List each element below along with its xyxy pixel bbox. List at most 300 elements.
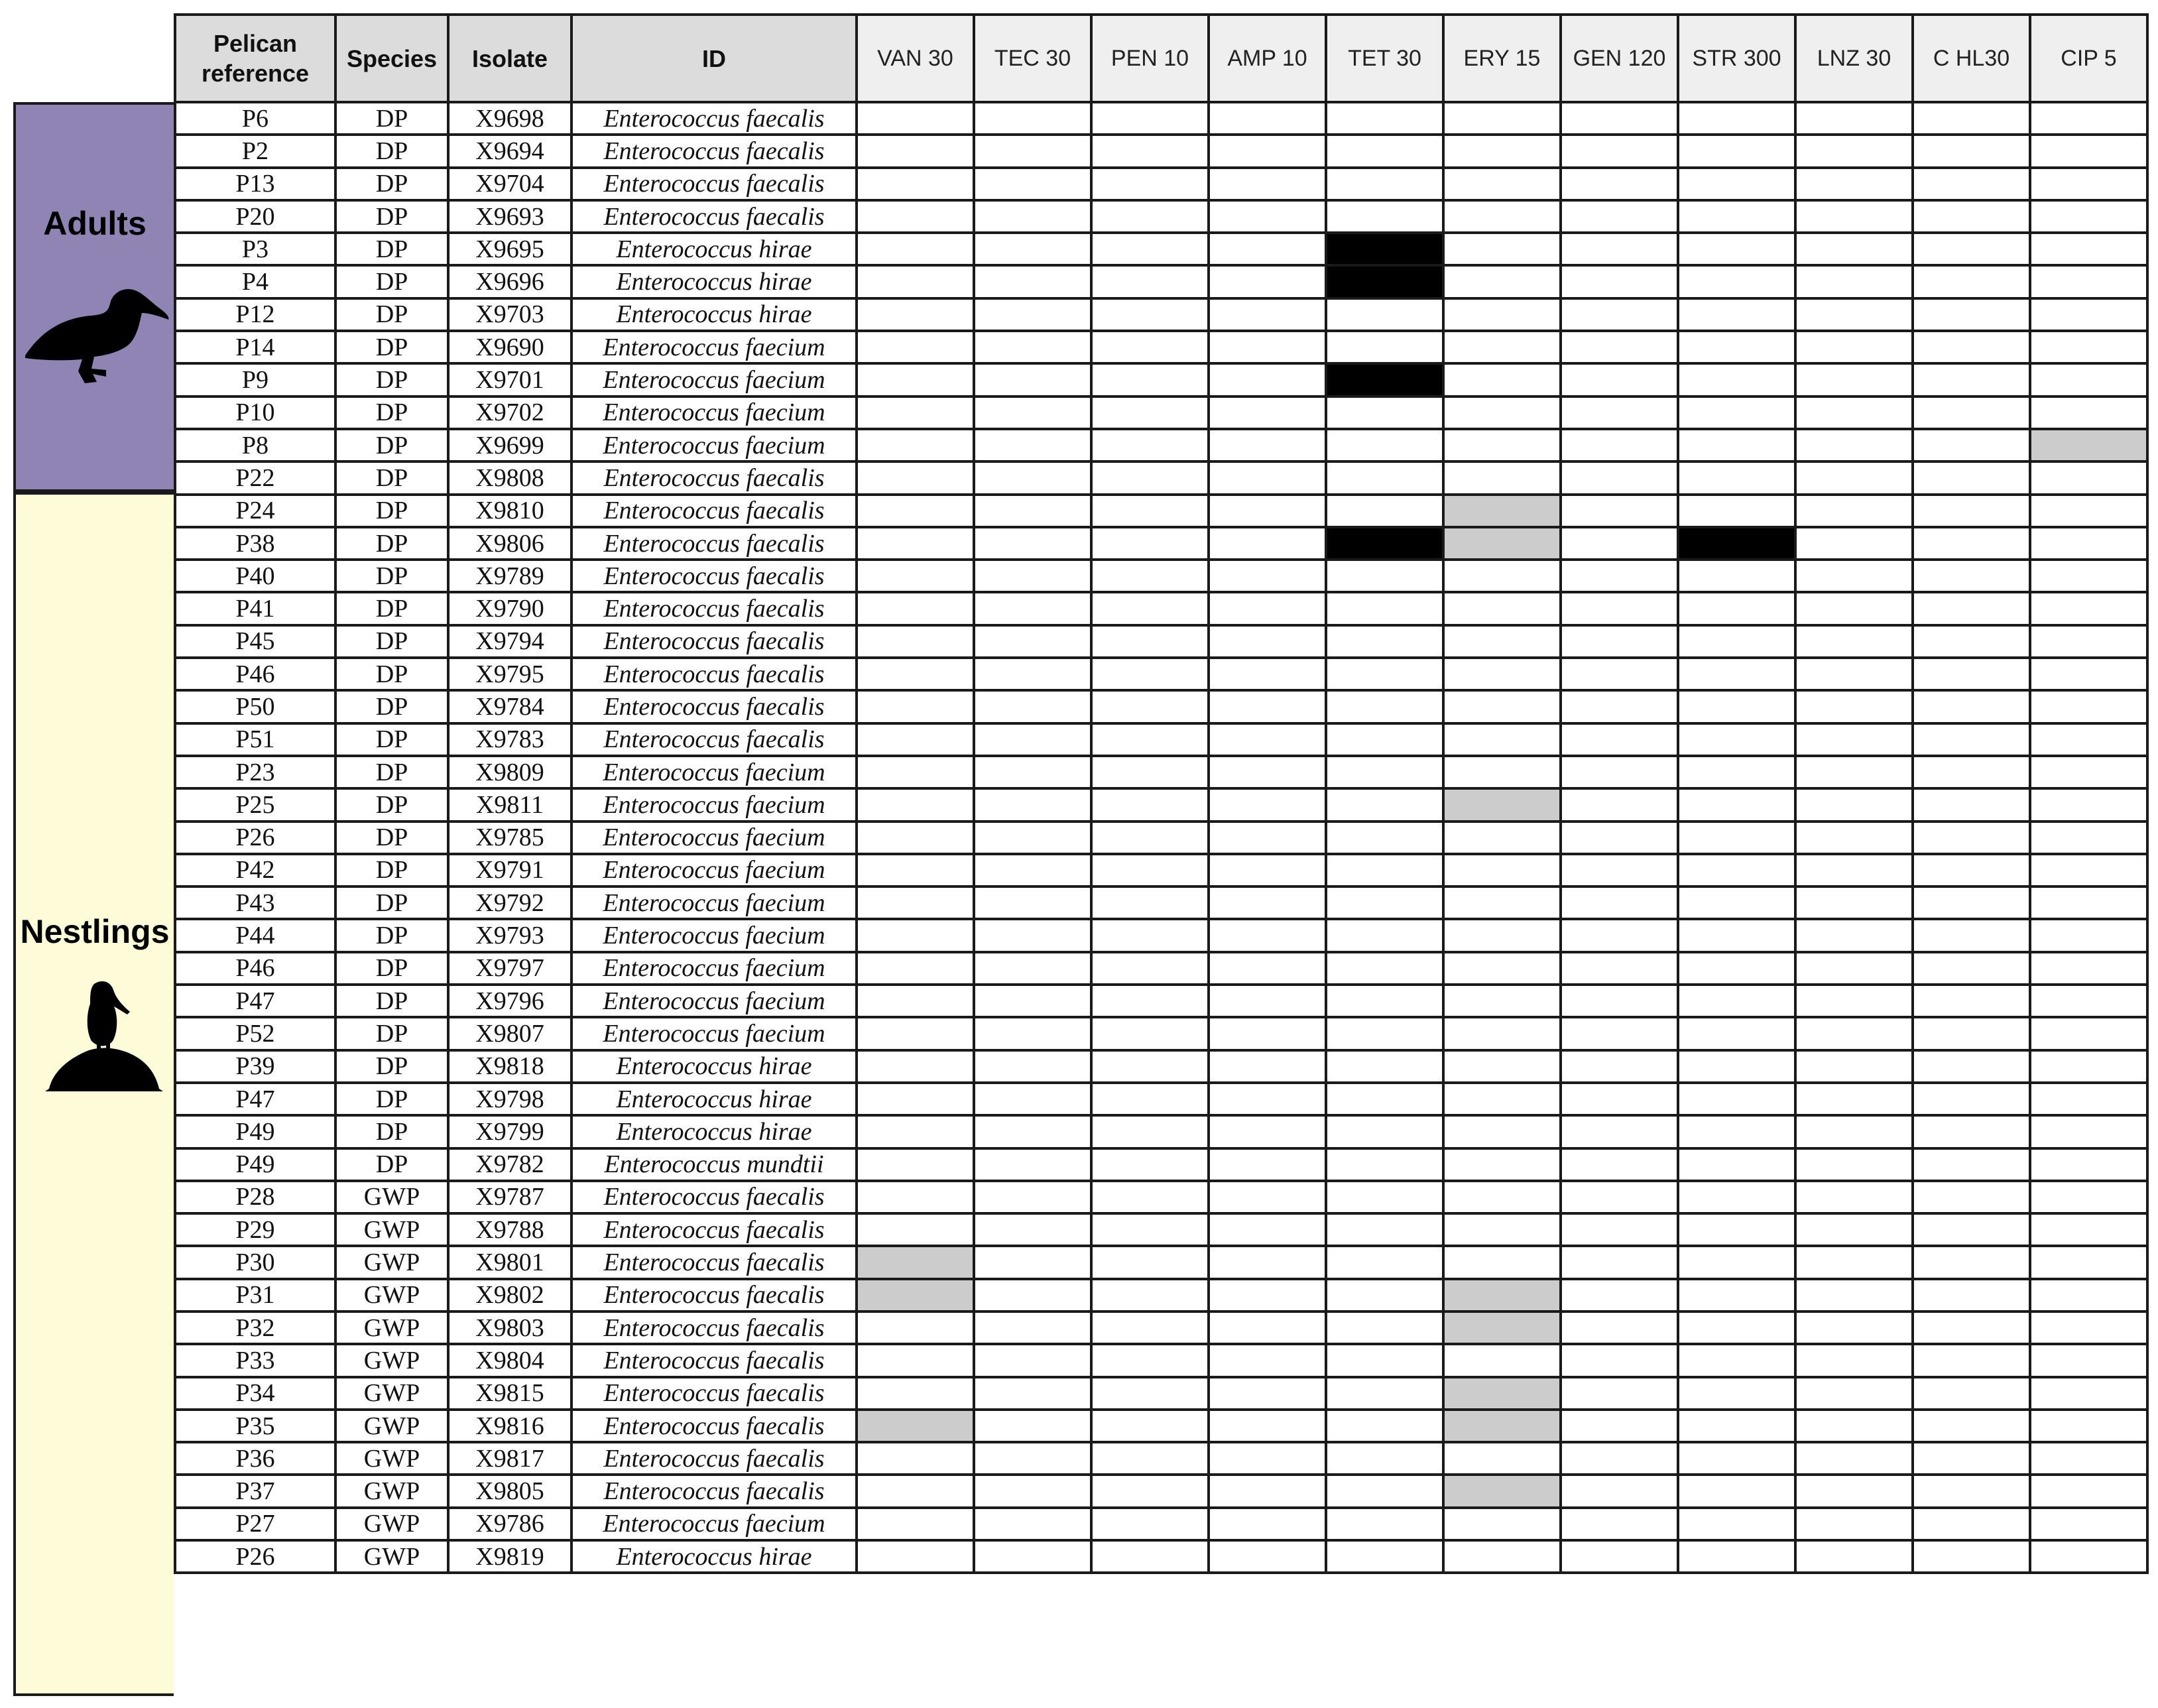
table-row [175,1017,2147,1050]
cell-resistance-tec-30 [974,1050,1091,1083]
cell-resistance-ery-15 [1443,233,1561,265]
cell-id: Enterococcus faecalis [571,1410,857,1442]
cell-resistance-pen-10 [1091,1377,1209,1410]
cell-resistance-ery-15 [1443,560,1561,592]
cell-resistance-ery-15 [1443,1246,1561,1278]
cell-pelican-reference: P6 [175,102,335,135]
cell-resistance-ery-15 [1443,135,1561,167]
cell-resistance-van-30 [857,1017,974,1050]
cell-resistance-gen-120 [1561,822,1678,854]
cell-resistance-cip-5 [2030,788,2147,821]
cell-resistance-c-hl30 [1913,854,2030,886]
cell-resistance-c-hl30 [1913,788,2030,821]
cell-resistance-str-300 [1678,233,1795,265]
table-row [175,1508,2147,1540]
cell-species: DP [335,200,448,233]
cell-pelican-reference: P43 [175,886,335,919]
cell-resistance-ery-15 [1443,756,1561,788]
cell-resistance-van-30 [857,1246,974,1278]
cell-resistance-ery-15 [1443,886,1561,919]
cell-resistance-str-300 [1678,1410,1795,1442]
cell-resistance-tec-30 [974,1475,1091,1507]
cell-resistance-gen-120 [1561,952,1678,985]
cell-resistance-van-30 [857,495,974,527]
cell-resistance-cip-5 [2030,1246,2147,1278]
cell-resistance-gen-120 [1561,625,1678,658]
cell-species: DP [335,690,448,723]
col-header-pelican-reference [175,15,335,102]
col-header-pelican-reference-label: Pelican reference [201,30,310,87]
cell-resistance-c-hl30 [1913,527,2030,560]
cell-resistance-pen-10 [1091,200,1209,233]
cell-resistance-gen-120 [1561,690,1678,723]
cell-resistance-van-30 [857,1377,974,1410]
table-row [175,854,2147,886]
cell-isolate: X9799 [448,1115,571,1148]
cell-resistance-c-hl30 [1913,1213,2030,1246]
table-row [175,265,2147,298]
cell-resistance-amp-10 [1209,919,1326,951]
cell-isolate: X9797 [448,952,571,985]
cell-species: DP [335,396,448,429]
cell-id: Enterococcus hirae [571,298,857,331]
cell-resistance-str-300 [1678,461,1795,494]
cell-resistance-van-30 [857,560,974,592]
table-row [175,625,2147,658]
cell-isolate: X9803 [448,1312,571,1344]
cell-pelican-reference: P28 [175,1181,335,1213]
cell-resistance-lnz-30 [1795,854,1913,886]
cell-resistance-str-300 [1678,1279,1795,1312]
cell-resistance-cip-5 [2030,952,2147,985]
cell-resistance-van-30 [857,822,974,854]
cell-resistance-van-30 [857,1475,974,1507]
table-row [175,1344,2147,1376]
cell-id: Enterococcus faecium [571,396,857,429]
cell-resistance-c-hl30 [1913,625,2030,658]
cell-resistance-van-30 [857,1442,974,1475]
cell-resistance-tec-30 [974,723,1091,756]
cell-species: DP [335,461,448,494]
cell-resistance-ery-15 [1443,331,1561,363]
cell-resistance-van-30 [857,1279,974,1312]
cell-species: DP [335,168,448,200]
cell-species: GWP [335,1181,448,1213]
cell-resistance-cip-5 [2030,1410,2147,1442]
cell-isolate: X9804 [448,1344,571,1376]
cell-id: Enterococcus faecium [571,429,857,461]
cell-resistance-cip-5 [2030,1017,2147,1050]
cell-resistance-van-30 [857,592,974,625]
cell-resistance-tec-30 [974,1508,1091,1540]
cell-resistance-pen-10 [1091,168,1209,200]
table-row [175,1213,2147,1246]
cell-resistance-c-hl30 [1913,592,2030,625]
cell-id: Enterococcus faecium [571,1017,857,1050]
cell-resistance-lnz-30 [1795,168,1913,200]
cell-resistance-c-hl30 [1913,1475,2030,1507]
table-row [175,952,2147,985]
cell-resistance-tet-30 [1326,1115,1443,1148]
cell-resistance-van-30 [857,1312,974,1344]
cell-resistance-ery-15 [1443,952,1561,985]
cell-resistance-lnz-30 [1795,1279,1913,1312]
cell-resistance-van-30 [857,1050,974,1083]
cell-resistance-lnz-30 [1795,396,1913,429]
cell-resistance-gen-120 [1561,1148,1678,1181]
cell-resistance-amp-10 [1209,461,1326,494]
cell-resistance-amp-10 [1209,1442,1326,1475]
cell-resistance-lnz-30 [1795,495,1913,527]
cell-resistance-c-hl30 [1913,723,2030,756]
col-header-antibiotic: TEC 30 [974,15,1091,102]
cell-id: Enterococcus faecalis [571,1377,857,1410]
cell-resistance-tet-30 [1326,298,1443,331]
cell-pelican-reference: P3 [175,233,335,265]
cell-resistance-ery-15 [1443,200,1561,233]
cell-resistance-tet-30 [1326,822,1443,854]
cell-resistance-c-hl30 [1913,1115,2030,1148]
cell-resistance-pen-10 [1091,1475,1209,1507]
cell-resistance-ery-15 [1443,298,1561,331]
cell-resistance-tet-30 [1326,461,1443,494]
cell-pelican-reference: P36 [175,1442,335,1475]
cell-resistance-cip-5 [2030,135,2147,167]
cell-resistance-c-hl30 [1913,919,2030,951]
cell-resistance-pen-10 [1091,1540,1209,1573]
cell-id: Enterococcus faecium [571,886,857,919]
cell-resistance-str-300 [1678,592,1795,625]
cell-pelican-reference: P27 [175,1508,335,1540]
adult-pelican-silhouette-icon [19,277,171,390]
cell-resistance-lnz-30 [1795,363,1913,396]
cell-resistance-cip-5 [2030,1050,2147,1083]
cell-resistance-pen-10 [1091,919,1209,951]
cell-resistance-amp-10 [1209,527,1326,560]
cell-resistance-pen-10 [1091,495,1209,527]
cell-species: DP [335,560,448,592]
header-row [175,15,2147,102]
cell-id: Enterococcus faecalis [571,1181,857,1213]
cell-resistance-lnz-30 [1795,200,1913,233]
cell-resistance-ery-15 [1443,822,1561,854]
cell-resistance-ery-15 [1443,396,1561,429]
cell-isolate: X9795 [448,658,571,690]
cell-species: DP [335,658,448,690]
cell-isolate: X9810 [448,495,571,527]
cell-resistance-amp-10 [1209,495,1326,527]
cell-resistance-pen-10 [1091,1279,1209,1312]
cell-resistance-amp-10 [1209,690,1326,723]
cell-id: Enterococcus faecalis [571,461,857,494]
cell-resistance-gen-120 [1561,1246,1678,1278]
cell-resistance-pen-10 [1091,1148,1209,1181]
cell-species: DP [335,592,448,625]
cell-resistance-gen-120 [1561,1017,1678,1050]
col-header-antibiotic: LNZ 30 [1795,15,1913,102]
col-header-antibiotic: VAN 30 [857,15,974,102]
cell-resistance-amp-10 [1209,429,1326,461]
cell-resistance-pen-10 [1091,1213,1209,1246]
cell-resistance-pen-10 [1091,396,1209,429]
table-row [175,1181,2147,1213]
cell-resistance-van-30 [857,1344,974,1376]
cell-pelican-reference: P10 [175,396,335,429]
cell-resistance-gen-120 [1561,1050,1678,1083]
cell-pelican-reference: P12 [175,298,335,331]
cell-resistance-ery-15 [1443,265,1561,298]
cell-resistance-str-300 [1678,822,1795,854]
cell-resistance-gen-120 [1561,756,1678,788]
cell-resistance-lnz-30 [1795,298,1913,331]
cell-resistance-cip-5 [2030,1279,2147,1312]
cell-resistance-ery-15 [1443,1148,1561,1181]
cell-isolate: X9791 [448,854,571,886]
cell-resistance-gen-120 [1561,135,1678,167]
cell-id: Enterococcus faecium [571,985,857,1017]
cell-pelican-reference: P9 [175,363,335,396]
cell-resistance-pen-10 [1091,985,1209,1017]
cell-pelican-reference: P45 [175,625,335,658]
cell-resistance-cip-5 [2030,985,2147,1017]
cell-resistance-c-hl30 [1913,331,2030,363]
cell-resistance-tet-30 [1326,658,1443,690]
cell-resistance-ery-15 [1443,788,1561,821]
cell-resistance-tec-30 [974,363,1091,396]
cell-id: Enterococcus faecalis [571,658,857,690]
cell-resistance-cip-5 [2030,1148,2147,1181]
cell-resistance-pen-10 [1091,822,1209,854]
cell-resistance-ery-15 [1443,102,1561,135]
cell-resistance-amp-10 [1209,756,1326,788]
cell-resistance-tec-30 [974,396,1091,429]
cell-resistance-gen-120 [1561,429,1678,461]
cell-resistance-lnz-30 [1795,461,1913,494]
cell-resistance-gen-120 [1561,396,1678,429]
cell-pelican-reference: P39 [175,1050,335,1083]
nestling-pelican-on-nest-icon [36,972,168,1098]
cell-resistance-ery-15 [1443,1115,1561,1148]
cell-resistance-ery-15 [1443,658,1561,690]
cell-resistance-ery-15 [1443,1344,1561,1376]
cell-resistance-c-hl30 [1913,1540,2030,1573]
cell-resistance-str-300 [1678,102,1795,135]
cell-isolate: X9801 [448,1246,571,1278]
cell-resistance-pen-10 [1091,331,1209,363]
cell-resistance-tec-30 [974,1083,1091,1115]
cell-resistance-cip-5 [2030,1083,2147,1115]
cell-id: Enterococcus faecalis [571,135,857,167]
cell-id: Enterococcus faecalis [571,495,857,527]
cell-id: Enterococcus hirae [571,1083,857,1115]
cell-resistance-ery-15 [1443,854,1561,886]
cell-resistance-van-30 [857,168,974,200]
cell-resistance-c-hl30 [1913,658,2030,690]
cell-resistance-amp-10 [1209,625,1326,658]
cell-species: GWP [335,1279,448,1312]
cell-resistance-tet-30 [1326,1181,1443,1213]
cell-resistance-tec-30 [974,1017,1091,1050]
cell-resistance-cip-5 [2030,822,2147,854]
table-row [175,560,2147,592]
table-row [175,985,2147,1017]
cell-resistance-amp-10 [1209,200,1326,233]
cell-isolate: X9809 [448,756,571,788]
cell-resistance-tet-30 [1326,625,1443,658]
cell-resistance-tec-30 [974,919,1091,951]
cell-id: Enterococcus faecium [571,952,857,985]
cell-resistance-ery-15 [1443,592,1561,625]
cell-resistance-pen-10 [1091,1083,1209,1115]
cell-resistance-c-hl30 [1913,952,2030,985]
cell-resistance-amp-10 [1209,592,1326,625]
cell-resistance-lnz-30 [1795,1344,1913,1376]
cell-resistance-lnz-30 [1795,886,1913,919]
cell-resistance-cip-5 [2030,756,2147,788]
table-row [175,298,2147,331]
cell-resistance-van-30 [857,952,974,985]
cell-resistance-van-30 [857,233,974,265]
cell-resistance-gen-120 [1561,886,1678,919]
cell-resistance-tet-30 [1326,363,1443,396]
cell-resistance-tet-30 [1326,527,1443,560]
cell-id: Enterococcus faecalis [571,527,857,560]
col-header-antibiotic: C HL30 [1913,15,2030,102]
cell-resistance-amp-10 [1209,788,1326,821]
cell-resistance-tec-30 [974,952,1091,985]
cell-resistance-amp-10 [1209,1181,1326,1213]
cell-resistance-tet-30 [1326,1475,1443,1507]
cell-resistance-ery-15 [1443,527,1561,560]
cell-resistance-cip-5 [2030,102,2147,135]
cell-id: Enterococcus faecalis [571,102,857,135]
cell-resistance-c-hl30 [1913,886,2030,919]
cell-id: Enterococcus faecalis [571,1213,857,1246]
cell-isolate: X9696 [448,265,571,298]
cell-pelican-reference: P30 [175,1246,335,1278]
cell-resistance-tet-30 [1326,168,1443,200]
cell-resistance-cip-5 [2030,560,2147,592]
cell-resistance-c-hl30 [1913,756,2030,788]
cell-resistance-c-hl30 [1913,1181,2030,1213]
cell-resistance-ery-15 [1443,1475,1561,1507]
cell-resistance-cip-5 [2030,592,2147,625]
cell-resistance-c-hl30 [1913,168,2030,200]
cell-pelican-reference: P50 [175,690,335,723]
cell-resistance-lnz-30 [1795,1083,1913,1115]
cell-isolate: X9784 [448,690,571,723]
cell-isolate: X9819 [448,1540,571,1573]
cell-isolate: X9702 [448,396,571,429]
cell-id: Enterococcus faecium [571,756,857,788]
cell-resistance-cip-5 [2030,396,2147,429]
cell-resistance-lnz-30 [1795,1115,1913,1148]
col-header-species: Species [335,15,448,102]
cell-resistance-ery-15 [1443,919,1561,951]
cell-species: DP [335,854,448,886]
cell-resistance-c-hl30 [1913,1279,2030,1312]
cell-resistance-tec-30 [974,200,1091,233]
cell-species: DP [335,1017,448,1050]
group-label-adults: Adults [43,205,147,242]
cell-resistance-tec-30 [974,658,1091,690]
cell-resistance-str-300 [1678,886,1795,919]
cell-species: DP [335,527,448,560]
cell-resistance-str-300 [1678,429,1795,461]
cell-resistance-cip-5 [2030,200,2147,233]
cell-resistance-pen-10 [1091,363,1209,396]
cell-resistance-str-300 [1678,1213,1795,1246]
cell-resistance-pen-10 [1091,1115,1209,1148]
table-row [175,200,2147,233]
cell-resistance-gen-120 [1561,1442,1678,1475]
cell-resistance-lnz-30 [1795,1475,1913,1507]
cell-resistance-tec-30 [974,1148,1091,1181]
table-row [175,1475,2147,1507]
cell-isolate: X9699 [448,429,571,461]
cell-resistance-c-hl30 [1913,461,2030,494]
cell-resistance-lnz-30 [1795,723,1913,756]
table-row [175,1540,2147,1573]
cell-species: GWP [335,1475,448,1507]
cell-resistance-gen-120 [1561,1279,1678,1312]
cell-resistance-str-300 [1678,919,1795,951]
cell-id: Enterococcus faecalis [571,560,857,592]
cell-resistance-gen-120 [1561,495,1678,527]
cell-resistance-lnz-30 [1795,658,1913,690]
cell-isolate: X9701 [448,363,571,396]
cell-resistance-gen-120 [1561,298,1678,331]
cell-resistance-ery-15 [1443,625,1561,658]
cell-species: GWP [335,1410,448,1442]
cell-pelican-reference: P47 [175,985,335,1017]
cell-resistance-amp-10 [1209,1377,1326,1410]
cell-resistance-cip-5 [2030,1213,2147,1246]
table-row [175,822,2147,854]
cell-pelican-reference: P49 [175,1115,335,1148]
cell-resistance-tec-30 [974,1246,1091,1278]
cell-resistance-c-hl30 [1913,1344,2030,1376]
cell-resistance-pen-10 [1091,429,1209,461]
cell-isolate: X9704 [448,168,571,200]
cell-resistance-tec-30 [974,461,1091,494]
table-row [175,1377,2147,1410]
cell-pelican-reference: P26 [175,822,335,854]
cell-pelican-reference: P46 [175,952,335,985]
cell-resistance-ery-15 [1443,461,1561,494]
cell-resistance-gen-120 [1561,592,1678,625]
cell-resistance-str-300 [1678,135,1795,167]
cell-resistance-tec-30 [974,298,1091,331]
cell-isolate: X9695 [448,233,571,265]
cell-pelican-reference: P8 [175,429,335,461]
cell-resistance-tec-30 [974,1115,1091,1148]
cell-isolate: X9690 [448,331,571,363]
cell-pelican-reference: P38 [175,527,335,560]
cell-species: DP [335,102,448,135]
cell-resistance-c-hl30 [1913,560,2030,592]
cell-resistance-str-300 [1678,200,1795,233]
cell-resistance-gen-120 [1561,200,1678,233]
cell-resistance-tet-30 [1326,396,1443,429]
cell-resistance-tec-30 [974,756,1091,788]
cell-id: Enterococcus faecalis [571,168,857,200]
cell-resistance-cip-5 [2030,1475,2147,1507]
cell-resistance-van-30 [857,690,974,723]
cell-isolate: X9785 [448,822,571,854]
cell-resistance-ery-15 [1443,1050,1561,1083]
cell-resistance-lnz-30 [1795,592,1913,625]
